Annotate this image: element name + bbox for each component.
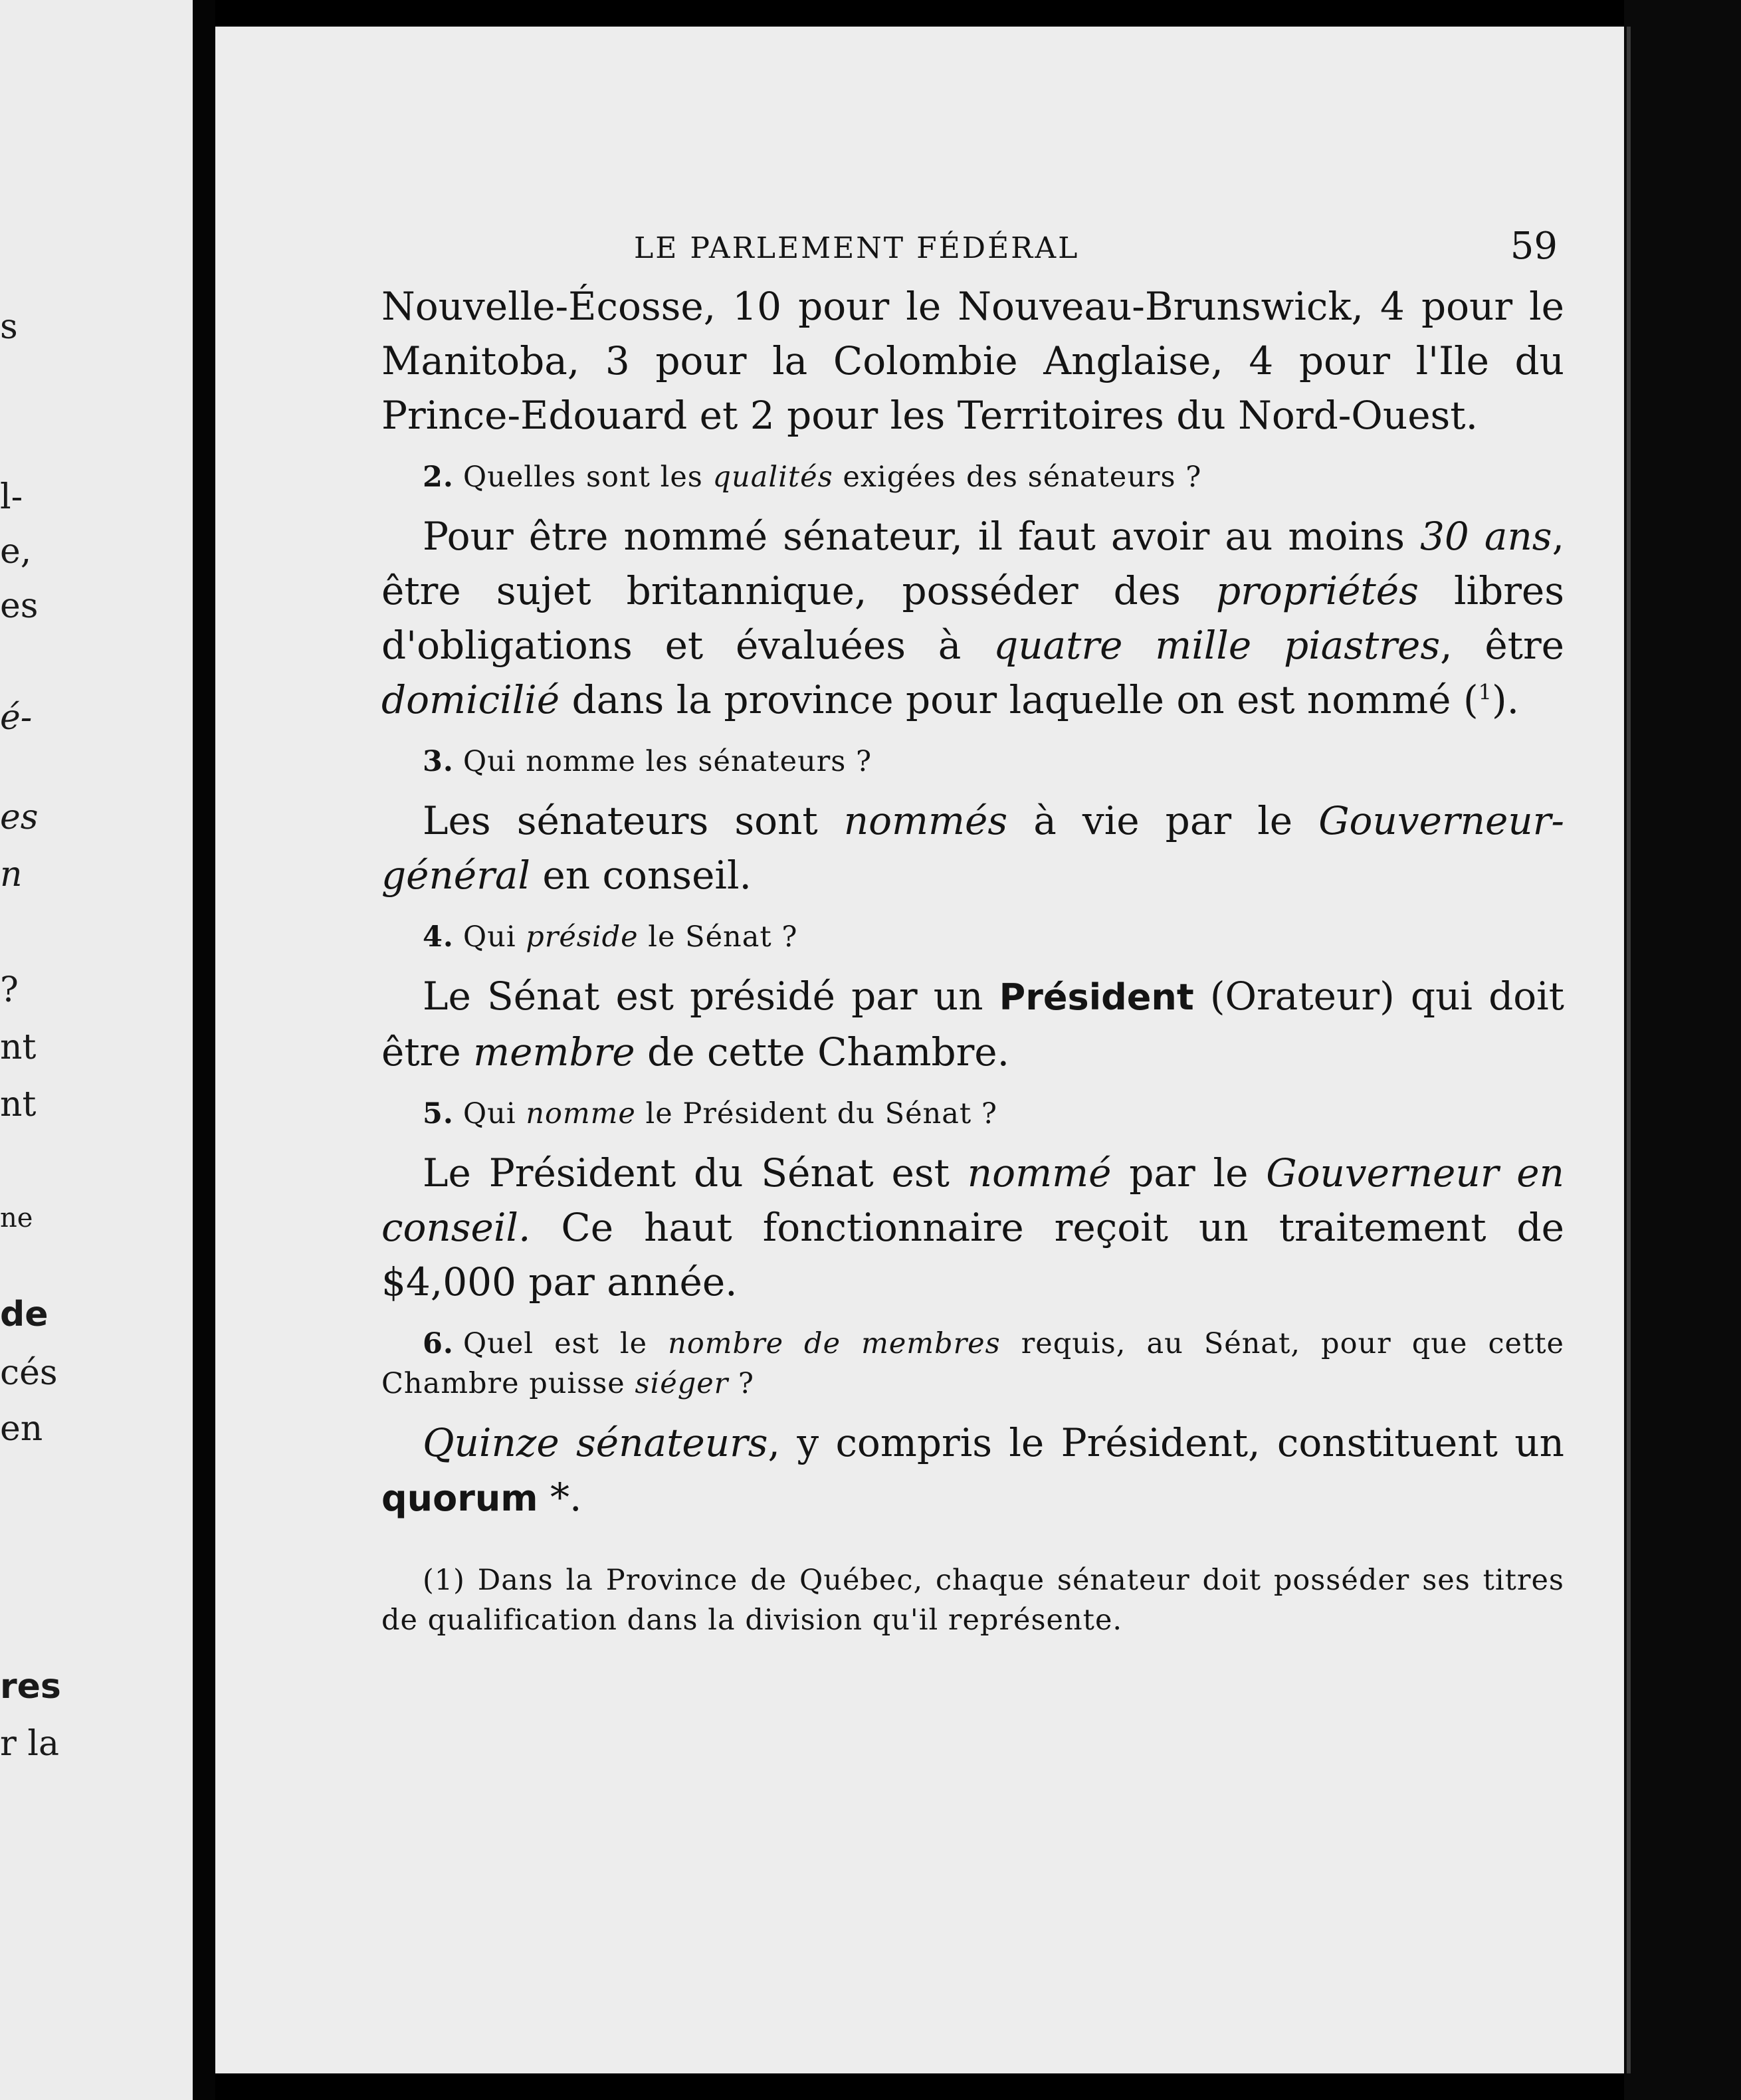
answer-text: Le Sénat est présidé par un <box>423 974 999 1019</box>
question-emphasis: siéger <box>635 1367 729 1400</box>
question-text: ? <box>728 1367 754 1400</box>
left-fragment: cés <box>0 1353 58 1393</box>
left-fragment: l- <box>0 477 23 517</box>
left-fragment: es <box>0 586 39 626</box>
answer-text: , y compris le Président, constituent un <box>768 1420 1564 1465</box>
answer-text: libres d'obligations et évaluées à <box>381 568 1565 668</box>
left-fragment: n <box>0 855 23 894</box>
footnote-mark: (1) <box>423 1564 465 1597</box>
question-3 <box>381 742 1564 782</box>
question-2 <box>381 457 1564 497</box>
answer-emphasis: propriétés <box>1215 568 1419 613</box>
answer-text: Pour être nommé sénateur, il faut avoir au moins <box>423 514 1421 559</box>
question-emphasis: préside <box>526 920 639 954</box>
question-text: exigées des sénateurs ? <box>833 461 1202 494</box>
answer-5 <box>381 1146 1564 1309</box>
question-text: Qui nomme les sénateurs ? <box>462 745 872 778</box>
answer-3 <box>381 793 1564 902</box>
running-title: LE PARLEMENT FÉDÉRAL <box>634 231 1080 265</box>
left-fragment: ? <box>0 970 19 1010</box>
answer-text: , être <box>1440 623 1565 668</box>
answer-text: ). <box>1491 677 1520 722</box>
answer-text: , être sujet britannique, posséder des <box>381 514 1564 613</box>
answer-text: Ce haut fonctionnaire reçoit un traitement de $4,000 par année. <box>381 1205 1564 1305</box>
question-number: 3. <box>423 745 454 778</box>
answer-text: de cette Chambre. <box>635 1029 1010 1075</box>
answer-text: (Orateur) qui doit être <box>381 974 1564 1075</box>
question-text: le Sénat ? <box>638 920 798 954</box>
question-text: Quelles sont les <box>462 461 713 494</box>
question-text: Quel est le <box>462 1327 668 1360</box>
answer-6 <box>381 1416 1564 1526</box>
answer-text: *. <box>538 1475 582 1520</box>
running-head <box>381 219 1564 279</box>
answer-emphasis: nommé <box>967 1150 1112 1196</box>
question-text: requis, au Sénat, pour que cette Chambre puisse <box>381 1327 1564 1400</box>
left-facing-page <box>0 0 193 2100</box>
question-number: 6. <box>423 1327 454 1360</box>
answer-text: en conseil. <box>530 853 752 898</box>
answer-bold: Président <box>999 976 1194 1018</box>
answer-text: par le <box>1111 1150 1267 1196</box>
left-fragment: res <box>0 1667 61 1707</box>
left-fragment: é- <box>0 698 33 738</box>
question-emphasis: qualités <box>712 461 833 494</box>
book-page <box>215 27 1624 2073</box>
right-page-edge <box>1624 0 1741 2100</box>
answer-text: dans la province pour laquelle on est nommé ( <box>560 677 1479 722</box>
book-gutter <box>193 0 215 2100</box>
left-fragment: de <box>0 1295 49 1334</box>
answer-emphasis: Quinze sénateurs <box>423 1420 768 1465</box>
question-4 <box>381 917 1564 957</box>
page-number: 59 <box>1510 225 1558 268</box>
left-fragment: en <box>0 1409 43 1449</box>
page-text <box>381 219 1564 1669</box>
question-number: 2. <box>423 461 454 494</box>
answer-emphasis: nommés <box>843 798 1008 843</box>
answer-text: Les sénateurs sont <box>423 798 844 843</box>
footnote <box>381 1560 1564 1640</box>
left-fragment: nt <box>0 1027 37 1067</box>
question-text: le Président du Sénat ? <box>635 1097 997 1130</box>
answer-emphasis: membre <box>473 1029 635 1075</box>
footnote-reference: 1 <box>1478 679 1492 705</box>
answer-bold: quorum <box>381 1477 538 1519</box>
footnote-text: Dans la Province de Québec, chaque sénateur doit posséder ses titres de qualification dans la division qu'il représente. <box>381 1564 1564 1637</box>
question-6 <box>381 1324 1564 1404</box>
answer-emphasis: Gouverneur-général <box>381 798 1564 898</box>
left-fragment: nt <box>0 1085 37 1124</box>
question-number: 4. <box>423 920 454 954</box>
continued-paragraph: Nouvelle-Écosse, 10 pour le Nouveau-Brunswick, 4 pour le Manitoba, 3 pour la Colombie Anglaise, 4 pour l'Ile du Prince-Edouard et 2 pour les Territoires du Nord-Ouest. <box>381 284 1564 438</box>
answer-emphasis: Gouverneur en conseil. <box>381 1150 1564 1250</box>
answer-2 <box>381 509 1564 727</box>
answer-text: à vie par le <box>1007 798 1319 843</box>
page-edge-line <box>1627 27 1631 2073</box>
answer-emphasis: 30 ans <box>1420 514 1552 559</box>
question-number: 5. <box>423 1097 454 1130</box>
question-emphasis: nombre de membres <box>668 1327 1001 1360</box>
left-fragment: e, <box>0 532 32 572</box>
question-emphasis: nomme <box>526 1097 636 1130</box>
question-5 <box>381 1094 1564 1134</box>
left-fragment: es <box>0 797 39 837</box>
question-text: Qui <box>462 1097 526 1130</box>
answer-4 <box>381 969 1564 1079</box>
question-text: Qui <box>462 920 526 954</box>
left-fragment: s <box>0 307 18 347</box>
answer-emphasis: domicilié <box>381 677 560 722</box>
left-fragment: ne <box>0 1203 33 1233</box>
answer-emphasis: quatre mille piastres <box>993 623 1441 668</box>
answer-text: Le Président du Sénat est <box>423 1150 968 1196</box>
left-fragment: r la <box>0 1724 60 1764</box>
